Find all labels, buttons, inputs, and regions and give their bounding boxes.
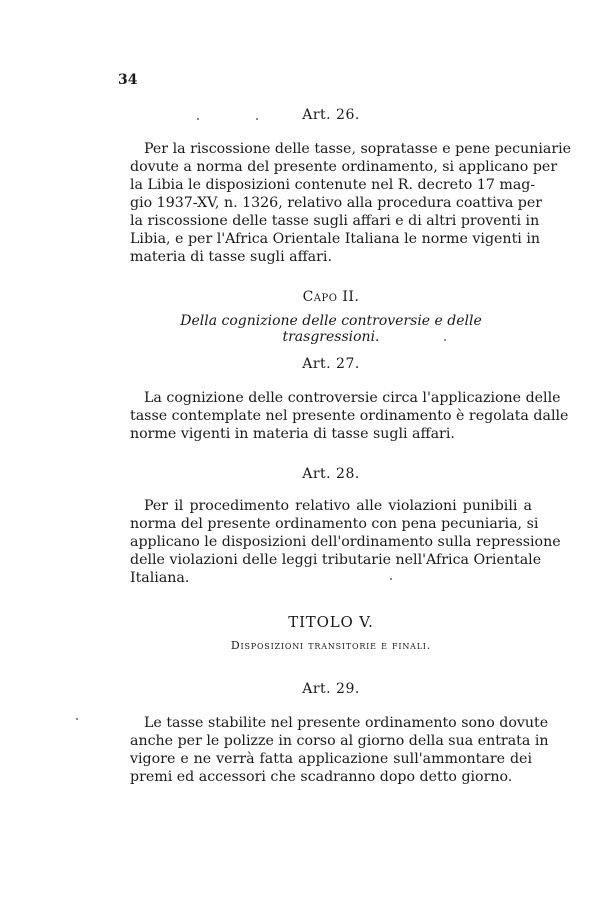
print-speck: [197, 118, 199, 120]
art-29-paragraph: [130, 714, 549, 786]
print-speck: [256, 118, 258, 120]
capo-subtitle: Della cognizione delle controversie e delle trasgressioni.: [180, 313, 482, 345]
art-27-heading: Art. 27.: [302, 356, 360, 372]
art-27-paragraph: [130, 389, 569, 443]
art-28-line: norma del presente ordinamento con pena pecuniaria, si: [130, 516, 539, 532]
print-speck: [390, 578, 392, 580]
art-26-line: Per la riscossione delle tasse, sopratasse e pene pecuniarie: [144, 141, 572, 157]
art-28-line: delle violazioni delle leggi tributarie nell'Africa Orientale: [130, 552, 542, 568]
titolo-subtitle: Disposizioni transitorie e finali.: [230, 639, 432, 652]
art-28-line: Italiana.: [130, 570, 190, 586]
art-26-line: gio 1937-XV, n. 1326, relativo alla procedura coattiva per: [130, 195, 543, 211]
page-number: 34: [118, 72, 138, 88]
art-29-line: Le tasse stabilite nel presente ordinamento sono dovute: [144, 715, 549, 731]
art-29-heading: Art. 29.: [302, 681, 360, 697]
art-26-line: Libia, e per l'Africa Orientale Italiana le norme vigenti in: [130, 231, 540, 247]
art-26-line: materia di tasse sugli affari.: [130, 249, 332, 265]
art-28-line: applicano le disposizioni dell'ordinamento sulla repressione: [130, 534, 561, 550]
art-29-line: anche per le polizze in corso al giorno della sua entrata in: [130, 733, 549, 749]
art-26-heading: Art. 26.: [302, 107, 360, 123]
art-27-line: tasse contemplate nel presente ordinamento è regolata dalle: [130, 408, 569, 424]
art-26-line: la riscossione delle tasse sugli affari e di altri proventi in: [130, 213, 540, 229]
art-26-line: la Libia le disposizioni contenute nel R. decreto 17 mag-: [130, 177, 536, 193]
art-27-line: La cognizione delle controversie circa l'applicazione delle: [144, 390, 561, 406]
art-27-line: norme vigenti in materia di tasse sugli affari.: [130, 426, 455, 442]
capo-title: Capo II.: [302, 289, 360, 305]
art-26-paragraph: [130, 140, 572, 266]
art-28-heading: Art. 28.: [302, 466, 360, 482]
art-29-line: premi ed accessori che scadranno dopo detto giorno.: [130, 769, 513, 785]
art-29-line: vigore e ne verrà fatta applicazione sull'ammontare dei: [130, 751, 532, 767]
print-speck: [76, 718, 78, 720]
art-26-line: dovute a norma del presente ordinamento, si applicano per: [130, 159, 558, 175]
art-28-paragraph: [130, 497, 561, 587]
art-28-line: Per il procedimento relativo alle violazioni punibili a: [144, 498, 532, 514]
titolo-title: TITOLO V.: [288, 613, 374, 631]
print-speck: [444, 339, 446, 341]
